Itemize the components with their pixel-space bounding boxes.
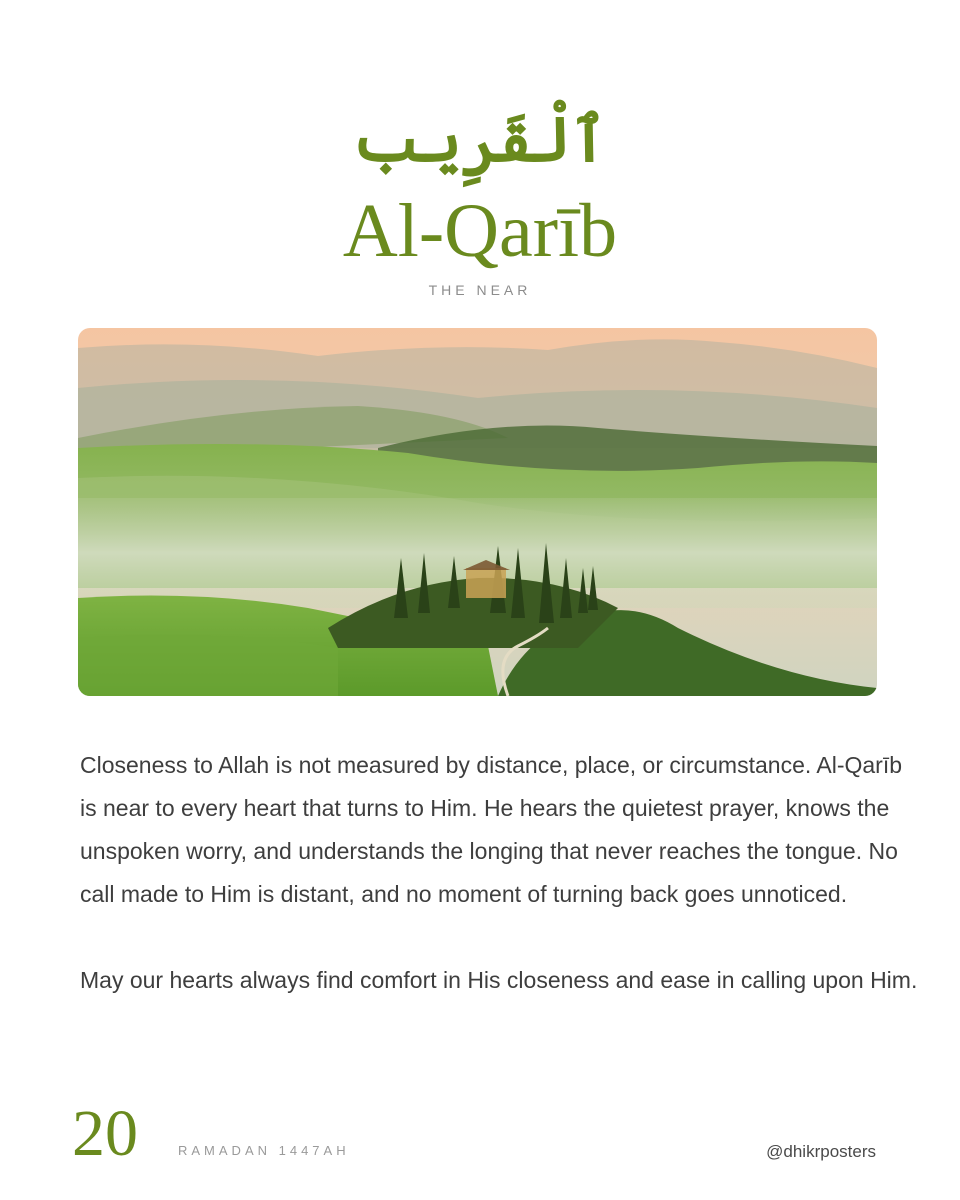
body-paragraph-1: Closeness to Allah is not measured by distance, place, or circumstance. Al-Qarīb is near to every heart that turns to Him. He hears the quietest prayer, knows the unspoken worry, and understands the longing that never reaches the tongue. No call made to Him is distant, and no moment of turning back goes unnoticed. <box>80 752 903 907</box>
footer-label: RAMADAN 1447AH <box>178 1143 350 1158</box>
landscape-illustration <box>78 328 877 696</box>
body-paragraph-2: May our hearts always find comfort in His closeness and ease in calling upon Him. <box>80 967 918 993</box>
subtitle: THE NEAR <box>428 282 532 298</box>
page-title: Al-Qarīb <box>342 189 618 273</box>
landscape-image <box>78 328 877 696</box>
arabic-title: ٱلْقَرِيب <box>352 103 608 176</box>
body-text <box>80 744 920 1002</box>
day-number: 20 <box>72 1097 138 1170</box>
social-handle: @dhikrposters <box>766 1142 876 1161</box>
